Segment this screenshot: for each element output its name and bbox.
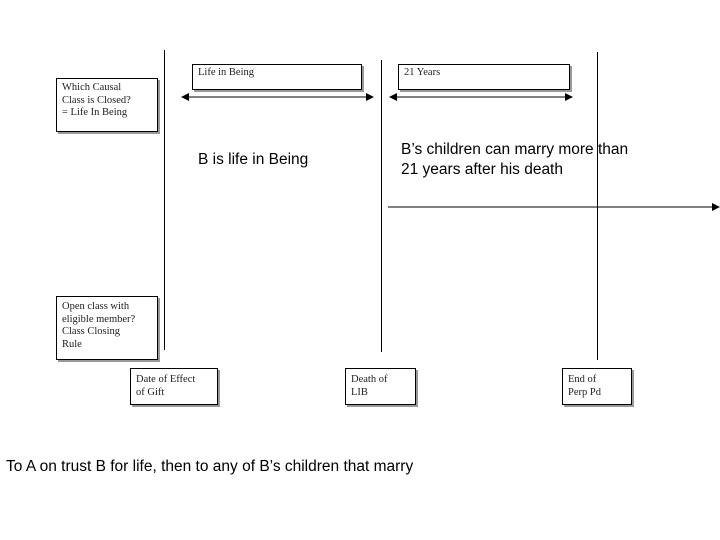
life-in-being-text: Life in Being <box>198 67 254 78</box>
open-class-box <box>56 296 158 360</box>
death-of-lib-line-1: Death of <box>351 374 388 385</box>
twenty-one-years-box <box>398 64 570 90</box>
twenty-one-years-text: 21 Years <box>404 67 441 78</box>
b-children-line-2: 21 years after his death <box>401 161 563 178</box>
end-of-perp-box <box>562 368 632 405</box>
trust-caption: To A on trust B for life, then to any of B’s children that marry <box>6 458 414 475</box>
life-in-being-box <box>192 64 362 90</box>
b-children-line-1: B’s children can marry more than <box>401 141 629 158</box>
open-class-line-4: Rule <box>62 338 82 350</box>
b-life-label: B is life in Being <box>198 151 309 168</box>
death-of-lib-box <box>345 368 416 405</box>
open-class-line-2: eligible member? <box>62 313 136 325</box>
causal-class-line-3: = Life In Being <box>62 107 128 118</box>
date-of-gift-line-2: of Gift <box>136 386 165 398</box>
open-class-line-1: Open class with <box>62 301 130 312</box>
open-class-line-3: Class Closing <box>62 326 121 337</box>
causal-class-line-1: Which Causal <box>62 82 122 93</box>
death-of-lib-line-2: LIB <box>351 386 368 398</box>
b-children-label <box>401 140 628 180</box>
end-of-perp-line-1: End of <box>568 374 597 385</box>
causal-class-box <box>56 78 158 132</box>
end-of-perp-line-2: Perp Pd <box>568 386 601 398</box>
date-of-gift-box <box>130 368 218 405</box>
causal-class-line-2: Class is Closed? <box>62 94 131 106</box>
date-of-gift-line-1: Date of Effect <box>136 374 196 385</box>
